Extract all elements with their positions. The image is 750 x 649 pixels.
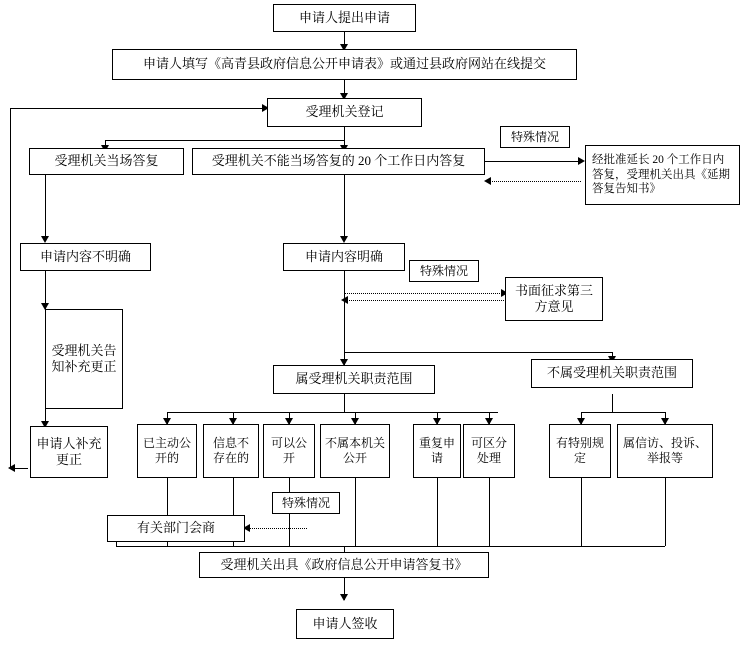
node-within-agency-duty[interactable]: 属受理机关职责范围	[273, 365, 435, 394]
arrowhead-n5-n8	[41, 236, 49, 243]
connector-child5-down	[437, 478, 438, 546]
connector-n13-child-bar	[167, 412, 498, 413]
arrowhead-n15-return	[8, 464, 15, 472]
node-special-case-3[interactable]: 特殊情况	[272, 492, 340, 514]
connector-return-loop-top	[10, 108, 267, 109]
arrowhead-n7-n6	[484, 177, 491, 185]
arrowhead-n11-n9	[341, 296, 348, 304]
node-extension-20-days[interactable]: 经批准延长 20 个工作日内答复，受理机关出具《延期答复告知书》	[585, 145, 740, 205]
connector-n25-join	[116, 546, 168, 547]
connector-return-loop-vertical	[10, 108, 11, 468]
node-duplicate-request[interactable]: 重复申请	[413, 424, 461, 478]
connector-n6-n7	[485, 161, 581, 162]
node-onsite-reply[interactable]: 受理机关当场答复	[29, 148, 184, 175]
connector-child4-down	[355, 478, 356, 546]
node-applicant-submit[interactable]: 申请人提出申请	[273, 4, 416, 32]
node-special-case-2[interactable]: 特殊情况	[409, 260, 479, 282]
node-info-not-exist[interactable]: 信息不存在的	[203, 424, 259, 478]
connector-child23-down	[665, 478, 666, 546]
arrowhead-n26-n27	[340, 594, 348, 601]
connector-n6-n9	[344, 175, 345, 240]
node-issue-reply-document[interactable]: 受理机关出具《政府信息公开申请答复书》	[199, 552, 489, 578]
node-reply-within-20-days[interactable]: 受理机关不能当场答复的 20 个工作日内答复	[192, 148, 485, 175]
connector-n7-n6-dotted	[486, 181, 581, 182]
connector-n11-n9-dotted	[345, 300, 504, 301]
connector-split-bar	[105, 140, 345, 141]
connector-n14-child-bar	[581, 412, 665, 413]
connector-child6-down	[489, 478, 490, 546]
node-third-party-opinion[interactable]: 书面征求第三方意见	[505, 277, 603, 321]
node-already-disclosed[interactable]: 已主动公开的	[137, 424, 197, 478]
connector-branch-bar	[344, 352, 612, 353]
connector-child22-down	[581, 478, 582, 546]
node-special-case-1[interactable]: 特殊情况	[500, 126, 570, 148]
connector-n14-childbar	[612, 394, 613, 412]
connector-n3-split	[344, 127, 345, 140]
node-separable-handling[interactable]: 可区分处理	[463, 424, 515, 478]
node-interdepartment-consult[interactable]: 有关部门会商	[107, 515, 245, 542]
node-applicant-supplement[interactable]: 申请人补充更正	[30, 426, 108, 478]
node-outside-agency-duty[interactable]: 不属受理机关职责范围	[531, 359, 693, 388]
connector-n13-childbar	[344, 394, 345, 412]
connector-n5-n8	[45, 175, 46, 240]
connector-collect-bar	[167, 546, 665, 547]
node-request-clear[interactable]: 申请内容明确	[283, 243, 405, 271]
connector-n9-n11-dotted	[344, 293, 504, 294]
arrowhead-n6-n9	[340, 236, 348, 243]
connector-n25-n24-dotted	[245, 528, 307, 529]
arrowhead-n6-n7	[578, 157, 585, 165]
connector-n9-branchbar	[344, 271, 345, 365]
node-agency-registration[interactable]: 受理机关登记	[267, 98, 422, 127]
node-can-disclose[interactable]: 可以公开	[263, 424, 315, 478]
node-special-provision[interactable]: 有特别规定	[549, 424, 611, 478]
node-applicant-receipt[interactable]: 申请人签收	[296, 609, 394, 639]
node-fill-application-form[interactable]: 申请人填写《高青县政府信息公开申请表》或通过县政府网站在线提交	[112, 49, 577, 80]
node-notify-supplement[interactable]: 受理机关告知补充更正	[45, 309, 123, 409]
node-request-unclear[interactable]: 申请内容不明确	[20, 243, 151, 271]
node-not-this-agency[interactable]: 不属本机关公开	[320, 424, 390, 478]
node-petition-complaint[interactable]: 属信访、投诉、举报等	[617, 424, 713, 478]
